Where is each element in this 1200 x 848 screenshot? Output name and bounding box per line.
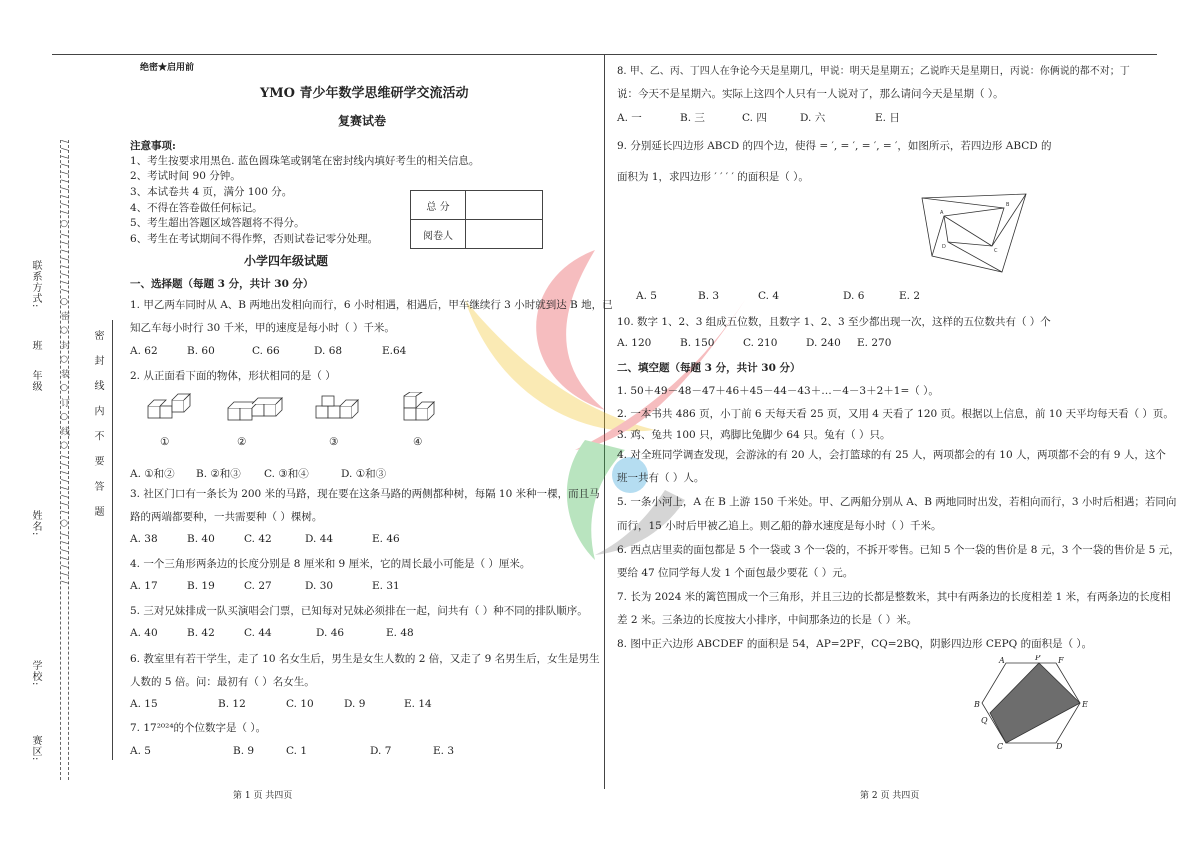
figure-label: ① bbox=[160, 436, 170, 448]
option: C. 1 bbox=[286, 745, 308, 757]
hex-label: B bbox=[974, 700, 980, 709]
grader-cell[interactable] bbox=[466, 220, 543, 249]
option: D. 30 bbox=[305, 580, 334, 592]
notice-title: 注意事项: bbox=[130, 140, 176, 152]
figure-3 bbox=[316, 396, 358, 418]
notice-item: 2、考试时间 90 分钟。 bbox=[130, 170, 241, 182]
fill-6: 6. 西点店里卖的面包都是 5 个一袋或 3 个一袋的，不拆开零售。已知 5 个一袋的售价是 8 元，3 个一袋的售价是 5 元， bbox=[617, 544, 1180, 556]
notice-item: 6、考生在考试期间不得作弊，否则试卷记零分处理。 bbox=[130, 233, 379, 245]
option: A. 一 bbox=[617, 112, 642, 124]
question-9: 9. 分别延长四边形 ABCD 的四个边，使得 = ′, = ′, = ′, = ′，如图所示，若四边形 ABCD 的 bbox=[617, 140, 1052, 152]
option: E. 270 bbox=[857, 337, 892, 349]
fill-2: 2. 一本书共 486 页，小丁前 6 天每天看 25 页，又用 4 天看了 120 页。根据以上信息，前 10 天平均每天看（ ）页。 bbox=[617, 408, 1174, 420]
option: C. 10 bbox=[286, 698, 314, 710]
option: A. 17 bbox=[130, 580, 158, 592]
total-score-cell[interactable] bbox=[466, 191, 543, 220]
fill-8: 8. 图中正六边形 ABCDEF 的面积是 54，AP=2PF，CQ=2BQ，阴影四边形 CEPQ 的面积是（ ）。 bbox=[617, 638, 1093, 650]
hexagon-figure bbox=[972, 655, 1090, 753]
option: C. 44 bbox=[244, 627, 272, 639]
fill-3: 3. 鸡、兔共 100 只，鸡脚比兔脚少 64 只。兔有（ ）只。 bbox=[617, 429, 891, 441]
option: D. 六 bbox=[800, 112, 826, 124]
option: C. 27 bbox=[244, 580, 272, 592]
option: A. 120 bbox=[617, 337, 652, 349]
block-figures bbox=[140, 392, 450, 432]
quadrilateral-figure bbox=[918, 192, 1030, 278]
field-school: 学校: bbox=[30, 660, 41, 687]
option: E. 31 bbox=[372, 580, 400, 592]
option: B. 42 bbox=[187, 627, 215, 639]
seal-pattern: / / / / / / / / / / ○ / / / / / / / / ○ 密 ○ 封 ○ 装 ○ 订 ○ 线 ○ / / / / / / / / ○ / / / / / / / bbox=[59, 140, 69, 585]
option: B. 60 bbox=[187, 345, 215, 357]
question-4: 4. 一个三角形两条边的长度分别是 8 厘米和 9 厘米，它的周长最小可能是（ ）厘米。 bbox=[130, 558, 531, 570]
option: A. 38 bbox=[130, 533, 158, 545]
notice-item: 4、不得在答卷做任何标记。 bbox=[130, 202, 263, 214]
option: B. 19 bbox=[187, 580, 215, 592]
figure-2 bbox=[228, 398, 282, 420]
hex-label: Q bbox=[981, 716, 988, 725]
fill-4-cont: 班一共有（ ）人。 bbox=[617, 472, 705, 484]
fill-4: 4. 对全班同学调查发现，会游泳的有 20 人，会打篮球的有 25 人，两项都会的有 10 人，两项都不会的有 9 人，这个 bbox=[617, 449, 1166, 461]
confidential-label: 绝密★启用前 bbox=[140, 63, 195, 73]
total-score-label: 总 分 bbox=[411, 191, 466, 220]
option: E. 46 bbox=[372, 533, 400, 545]
option: A. 40 bbox=[130, 627, 158, 639]
score-table bbox=[410, 190, 543, 249]
figure-label: ④ bbox=[413, 436, 423, 448]
question-5: 5. 三对兄妹排成一队买演唱会门票，已知每对兄妹必须排在一起，问共有（ ）种不同的排队顺序。 bbox=[130, 605, 588, 617]
fill-7-cont: 差 2 米。三条边的长度按大小排序，中间那条边的长是（ ）米。 bbox=[617, 614, 918, 626]
option: D. 240 bbox=[806, 337, 841, 349]
hex-label: C bbox=[997, 742, 1004, 751]
question-7: 7. 17²⁰²⁴的个位数字是（ ）。 bbox=[130, 722, 267, 734]
fill-1: 1. 50＋49－48－47＋46＋45－44－43＋…－4－3＋2＋1=（ ）。 bbox=[617, 385, 939, 397]
question-9-cont: 面积为 1，求四边形 ′ ′ ′ ′ 的面积是（ ）。 bbox=[617, 171, 809, 183]
fig9-label: B bbox=[1006, 202, 1010, 208]
figure-1 bbox=[148, 394, 190, 418]
option: D. ①和③ bbox=[341, 468, 387, 480]
option: A. ①和② bbox=[130, 468, 175, 480]
question-8-cont: 说：今天不是星期六。实际上这四个人只有一人说对了，那么请问今天是星期（ ）。 bbox=[617, 88, 1004, 100]
option: D. 6 bbox=[843, 290, 865, 302]
option: C. 42 bbox=[244, 533, 272, 545]
section1-heading: 一、选择题（每题 3 分，共计 30 分） bbox=[130, 278, 314, 290]
notice-item: 5、考生超出答题区域答题将不得分。 bbox=[130, 217, 305, 229]
hex-label: F bbox=[1058, 656, 1064, 665]
page-number-left: 第 1 页 共四页 bbox=[233, 791, 293, 801]
question-3-cont: 路的两端都要种，一共需要种（ ）棵树。 bbox=[130, 511, 323, 523]
option: A. 15 bbox=[130, 698, 158, 710]
option: E. 日 bbox=[875, 112, 900, 124]
figure-label: ③ bbox=[329, 436, 339, 448]
option: C. 210 bbox=[743, 337, 778, 349]
option: D. 46 bbox=[316, 627, 345, 639]
hex-label: E bbox=[1082, 700, 1088, 709]
grade-title: 小学四年级试题 bbox=[244, 254, 329, 268]
field-region: 赛区: bbox=[30, 735, 41, 762]
question-1-cont: 知乙车每小时行 30 千米，甲的速度是每小时（ ）千米。 bbox=[130, 322, 395, 334]
fill-5: 5. 一条小河上，A 在 B 上游 150 千米处。甲、乙两船分别从 A、B 两地同时出发，若相向而行，3 小时后相遇；若同向 bbox=[617, 496, 1177, 508]
field-grade: 年级 bbox=[30, 370, 41, 392]
question-1: 1. 甲乙两车同时从 A、B 两地出发相向而行，6 小时相遇，相遇后，甲车继续行 3 小时就到达 B 地，已 bbox=[130, 299, 613, 311]
option: D. 44 bbox=[305, 533, 334, 545]
option: D. 9 bbox=[344, 698, 366, 710]
notice-item: 1、考生按要求用黑色. 蓝色圆珠笔或钢笔在密封线内填好考生的相关信息。 bbox=[130, 155, 480, 167]
option: B. 40 bbox=[187, 533, 215, 545]
section2-heading: 二、填空题（每题 3 分，共计 30 分） bbox=[617, 362, 801, 374]
question-10: 10. 数字 1、2、3 组成五位数，且数字 1、2、3 至少都出现一次，这样的五位数共有（ ）个 bbox=[617, 316, 1051, 328]
option: B. 9 bbox=[233, 745, 255, 757]
option: C. 四 bbox=[742, 112, 767, 124]
option: E.64 bbox=[382, 345, 407, 357]
option: A. 5 bbox=[130, 745, 151, 757]
option: C. 66 bbox=[252, 345, 280, 357]
option: E. 48 bbox=[386, 627, 414, 639]
field-name: 姓名: bbox=[30, 510, 41, 537]
option: C. 4 bbox=[758, 290, 780, 302]
option: A. 5 bbox=[636, 290, 657, 302]
hex-label: A bbox=[999, 656, 1005, 665]
question-3: 3. 社区门口有一条长为 200 米的马路，现在要在这条马路的两侧都种树，每隔 10 米种一棵，而且马 bbox=[130, 488, 600, 500]
exam-subtitle: 复赛试卷 bbox=[338, 114, 387, 128]
question-6-cont: 人数的 5 倍。问：最初有（ ）名女生。 bbox=[130, 676, 315, 688]
fill-7: 7. 长为 2024 米的篱笆围成一个三角形，并且三边的长都是整数米，其中有两条边的长度相差 1 米，有两条边的长度相 bbox=[617, 591, 1171, 603]
question-6: 6. 教室里有若干学生，走了 10 名女生后，男生是女生人数的 2 倍，又走了 9 名男生后，女生是男生 bbox=[130, 653, 600, 665]
option: C. ③和④ bbox=[264, 468, 309, 480]
fig9-label: C bbox=[994, 248, 998, 254]
fig9-label: D bbox=[942, 244, 946, 250]
question-8: 8. 甲、乙、丙、丁四人在争论今天是星期几，甲说：明天是星期五；乙说昨天是星期日，丙说：你俩说的都不对；丁 bbox=[617, 66, 1130, 77]
option: B. 3 bbox=[698, 290, 720, 302]
fill-5-cont: 而行，15 小时后甲被乙追上。则乙船的静水速度是每小时（ ）千米。 bbox=[617, 520, 942, 532]
option: B. ②和③ bbox=[196, 468, 241, 480]
seal-notice: 密 封 线 内 不 要 答 题 bbox=[92, 330, 103, 523]
option: B. 150 bbox=[680, 337, 715, 349]
hex-label: P bbox=[1035, 655, 1041, 662]
figure-4 bbox=[404, 392, 434, 420]
question-2: 2. 从正面看下面的物体，形状相同的是（ ） bbox=[130, 370, 336, 382]
figure-label: ② bbox=[237, 436, 247, 448]
notice-item: 3、本试卷共 4 页，满分 100 分。 bbox=[130, 186, 293, 198]
option: B. 12 bbox=[218, 698, 246, 710]
field-class: 班 bbox=[30, 340, 41, 351]
seal-line-3 bbox=[112, 320, 113, 760]
option: E. 14 bbox=[404, 698, 432, 710]
option: D. 7 bbox=[370, 745, 392, 757]
option: A. 62 bbox=[130, 345, 158, 357]
option: B. 三 bbox=[680, 112, 705, 124]
option: E. 3 bbox=[433, 745, 455, 757]
field-contact: 联系方式: bbox=[30, 260, 41, 309]
exam-title: YMO 青少年数学思维研学交流活动 bbox=[260, 86, 469, 101]
fig9-label: A bbox=[940, 210, 944, 216]
fill-6-cont: 要给 47 位同学每人发 1 个面包最少要花（ ）元。 bbox=[617, 567, 854, 579]
option: E. 2 bbox=[899, 290, 921, 302]
page-number-right: 第 2 页 共四页 bbox=[860, 791, 920, 801]
option: D. 68 bbox=[314, 345, 343, 357]
grader-label: 阅卷人 bbox=[411, 220, 466, 249]
hex-label: D bbox=[1056, 742, 1063, 751]
